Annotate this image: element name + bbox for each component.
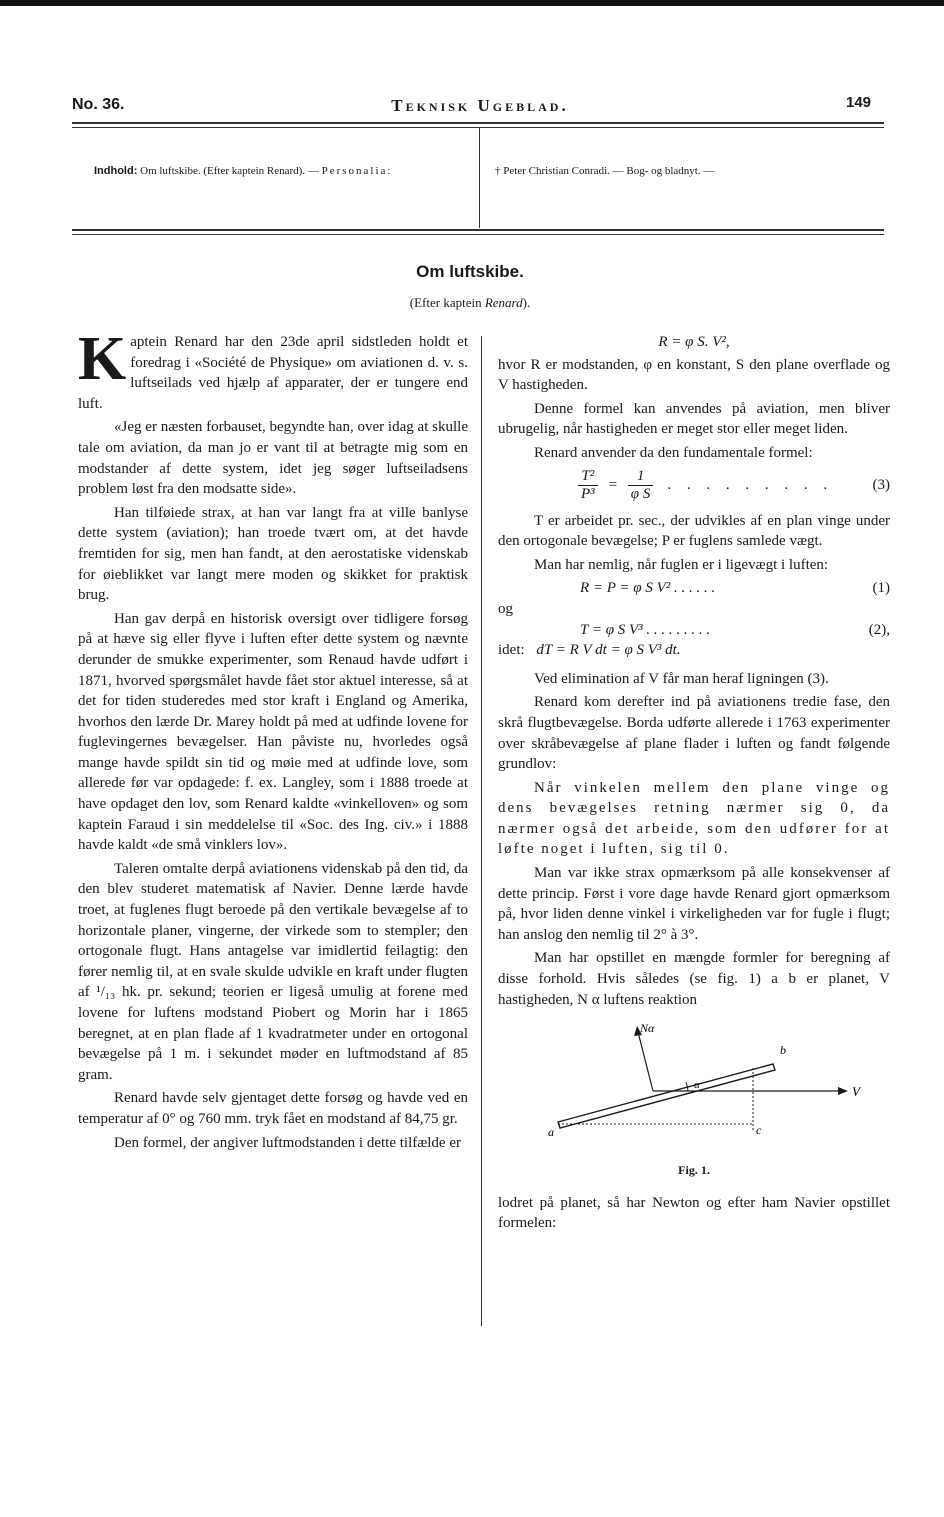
page-number: 149: [846, 94, 872, 111]
right-paragraph-8: Når vinkelen mellem den plane vinge og dens bevægelses retning nærmer sig 0, da nærmer også det arbeide, som den udfører for at løfte noget i luften, sig til 0.: [498, 779, 890, 858]
right-paragraph-6: Ved elimination af V får man heraf ligningen (3).: [534, 670, 829, 687]
velocity-arrowhead: [838, 1087, 848, 1095]
og-word: og: [498, 600, 513, 617]
f2-label: (2),: [868, 621, 890, 638]
formula-3: $\frac{\text{T²}}{\text{P³}}$ = $\frac{1}{\text{φ S}}$ . . . . . . . . . (3): [498, 468, 890, 503]
formula-r: R = φ S. V²,: [658, 334, 730, 350]
contents-left: [94, 165, 392, 177]
label-c: c: [756, 1123, 762, 1138]
right-paragraph-4: T er arbeidet pr. sec., der udvikles af en plan vinge under den ortogonale bevægelse; P er fuglens samlede vægt.: [498, 512, 890, 550]
contents-personalia: Personalia:: [321, 165, 393, 177]
label-alpha: α: [694, 1079, 700, 1092]
subtitle-suffix: ).: [522, 295, 531, 310]
right-paragraph-1: hvor R er modstanden, φ en konstant, S den plane overflade og V hastigheden.: [498, 356, 890, 394]
left-p1-text: aptein Renard har den 23de april sidstleden holdt et foredrag i «Société de Physique» om aviationen d. v. s. luftseilads ved hjælp af apparater, der er tungere end luft.: [78, 334, 468, 412]
label-b: b: [780, 1043, 786, 1058]
right-paragraph-9: Man var ikke strax opmærksom på alle konsekvenser af dette princip. Først i vore dage havde Renard gjort opmærksom på, hvor liden denne vinkel i virkeligheden var for fugle i flugt; han anslog den nemlig til 2° à 3°.: [498, 865, 890, 943]
label-v: V: [852, 1084, 860, 1100]
f3-num-bottom: P³: [578, 485, 598, 503]
right-paragraph-7: Renard kom derefter ind på aviationens tredie fase, den skrå flugtbevægelse. Borda udførte allerede i 1763 experimenter over skråbevægelse af plane flader i luften og fandt følgende grundlov:: [498, 694, 890, 773]
contents-left-text: Om luftskibe. (Efter kaptein Renard). —: [140, 165, 319, 177]
left-paragraph-2: «Jeg er næsten forbauset, begyndte han, over idag at skulle tale om aviation, da man jo er vant til at betragte mig som en modstander af dette system, idet jeg søger luftseiladsens problem løst fra den modsatte side».: [78, 419, 468, 498]
left-paragraph-1: [78, 325, 468, 414]
left-column: [78, 325, 468, 1156]
formula-2: [498, 620, 890, 641]
journal-title: Teknisk Ugeblad.: [391, 96, 569, 115]
header-rule: [72, 122, 884, 124]
plane-ab: [558, 1064, 775, 1128]
subtitle-prefix: (Efter kaptein: [409, 295, 482, 310]
right-paragraph-11: lodret på planet, så har Newton og efter ham Navier opstillet formelen:: [498, 1194, 890, 1232]
f2: T = φ S V³ . . . . . . . . .: [580, 621, 711, 638]
f3-label: (3): [872, 476, 890, 493]
left-paragraph-7: Den formel, der angiver luftmodstanden i dette tilfælde er: [114, 1134, 461, 1151]
idet-label: idet:: [498, 642, 525, 659]
f1b: R = P = φ S V² . . . . . .: [580, 580, 716, 597]
figure-caption: Fig. 1.: [678, 1163, 710, 1178]
f3-num-top: T²: [581, 467, 595, 484]
right-paragraph-5: Man har nemlig, når fuglen er i ligevægt i luften:: [534, 556, 829, 573]
right-paragraph-3: Renard anvender da den fundamentale formel:: [534, 444, 813, 461]
formula-idet: [498, 640, 890, 661]
contents-rule-thin: [72, 234, 884, 235]
label-a: a: [548, 1125, 554, 1140]
article-subtitle: [300, 295, 640, 311]
right-paragraph-10: Man har opstillet en mængde formler for beregning af disse forhold. Hvis således (se fig. 1) a b er planet, V hastigheden, N α luftens reaktion: [498, 950, 890, 1008]
formula-1: [498, 578, 890, 599]
right-paragraph-2: Denne formel kan anvendes på aviation, men bliver ubrugelig, når hastigheden er meget stor eller meget liden.: [498, 400, 890, 438]
issue-number: No. 36.: [72, 96, 125, 113]
left-paragraph-6: Renard havde selv gjentaget dette forsøg og havde ved en temperatur af 0° og 760 mm. tryk fået en modstand af 84,75 gr.: [78, 1090, 468, 1127]
article-title: Om luftskibe.: [416, 262, 524, 281]
f1b-label: (1): [872, 580, 890, 597]
top-border: [0, 0, 944, 6]
figure-1: [498, 1016, 890, 1156]
contents-right-text: † Peter Christian Conradi. — Bog- og bladnyt. —: [495, 165, 715, 177]
contents-divider: [479, 128, 480, 228]
contents-label: Indhold:: [94, 165, 138, 177]
angle-arc: [686, 1082, 688, 1091]
label-nv: Nα: [640, 1021, 655, 1036]
column-divider: [481, 336, 482, 1326]
left-paragraph-4: Han gav derpå en historisk oversigt over tidligere forsøg på at hæve sig eller flyve i luften efter dette system og nævnte derunder de smukke experimenter, som Renaud havde udført i 1871, hvorved spørgsmålet havde fået stor aktuel interesse, så at det for tiden studeredes med stor kraft i England og Amerika, hvorhos den lærde Dr. Marey holdt på med at udfinde lovene for fuglevingernes bevægelser. Han påviste nu, hvorledes også mange havde spildt sin tid og møie med at udfinde love, som allerede før var opdagede: f. ex. Langley, som i 1888 troede at have opdaget den lov, som Renard kaldte «vinkelloven» og som kaptein Faraud i sin meddelelse til «Soc. des Ing. civ.» i 1888 havde kaldt «de små vinklers lov».: [78, 610, 468, 854]
f-idet: dT = R V dt = φ S V³ dt.: [536, 642, 681, 659]
dropcap: K: [78, 325, 127, 393]
f3-rhs-top: 1: [636, 467, 645, 484]
f3-rhs-bottom: φ S: [628, 485, 654, 503]
left-paragraph-5: Taleren omtalte derpå aviationens videnskab på den tid, da den blev studeret matematisk af Navier. Denne lærde havde troet, at fuglenes flugt beroede på den vertikale bevægelse af to horizontale planer, vingerne, der virkede som to stempler; den ortogonale flugt. Hans antagelse var imidlertid feilagtig: den fører nemlig til, at en svale skulde udvikle en kraft under flugten af ¹/₁₃ hk. pr. sekund; teorien er ligeså umulig at forene med lovene for luftens modstand Piobert og Morin har i 1865 beregnet, at en plan flade af 1 kvadratmeter under en ortogonal bevægelse på 1 m. i sekundet møder en luftmodstand af 85 gram.: [78, 860, 468, 1083]
subtitle-name: Renard: [484, 295, 523, 310]
header-rule-thin: [72, 127, 884, 128]
right-column: [498, 332, 890, 1237]
left-paragraph-3: Han tilføiede strax, at han var langt fra at ville banlyse dette system (aviation); han troede tvært om, at det havde fremtiden for sig, men han fandt, at den aerostatiske videnskab for øieblikket var langt mere moden og skikket for praktisk brug.: [78, 504, 468, 604]
figure-1-diagram: [498, 1016, 890, 1156]
contents-rule: [72, 229, 884, 231]
reaction-line: [638, 1032, 653, 1091]
